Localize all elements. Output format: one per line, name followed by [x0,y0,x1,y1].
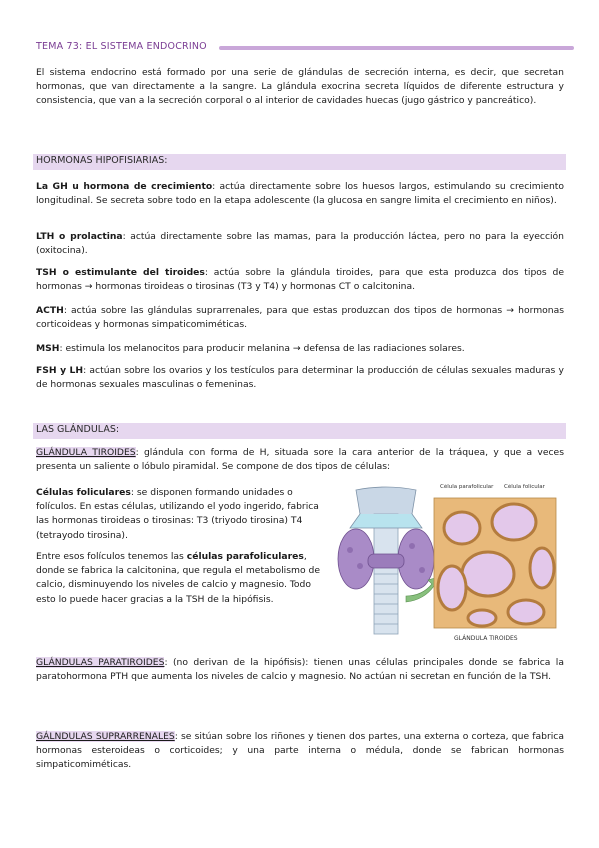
text-parafoliculares: , donde se fabrica la calcitonina, que regula el metabolismo de calcio, disminuyendo los niveles de calcio y magnesio. Todo esto lo puede hacer gracias a la TSH de la hipófisis. [36,551,320,605]
term-gh: La GH u hormona de crecimiento [36,181,213,192]
paragraph-acth [36,304,564,332]
text-fsh: : actúan sobre los ovarios y los testículos para determinar la producción de células sexuales maduras y de hormonas sexuales masculinas o femeninas. [36,365,564,391]
figure-caption: GLÁNDULA TIROIDES [454,635,518,642]
paragraph-foliculares [36,486,326,543]
paragraph-tiroides [36,446,564,474]
term-msh: MSH [36,343,60,354]
term-tsh: TSH o estimulante del tiroides [36,267,205,278]
text-paratiroides: : (no derivan de la hipófisis): tienen unas células principales donde se fabrica la paratohormona PTH que aumenta los niveles de calcio y magnesio. No actúan ni secretan en función de la TSH. [36,657,564,683]
section-title-hormonas: HORMONAS HIPOFISIARIAS: [36,155,168,166]
intro-paragraph [36,66,564,109]
text-parafol-pre: Entre esos folículos tenemos las [36,551,187,562]
follicle-tissue-drawing [434,498,556,628]
text-lth: : actúa directamente sobre las mamas, para la producción láctea, pero no para la eyección (oxitocina). [36,231,564,257]
label-parafolicular: Célula parafolicular [440,484,494,490]
section-header-glandulas [33,423,566,439]
term-fsh: FSH y LH [36,365,84,376]
term-tiroides: GLÁNDULA TIROIDES [36,447,136,458]
text-acth: : actúa sobre las glándulas suprarrenales, para que estas produzcan dos tipos de hormonas → hormonas corticoideas y hormonas simpaticomiméticas. [36,305,564,331]
intro-text: El sistema endocrino está formado por una serie de glándulas de secreción interna, es decir, que secretan hormonas, que van directamente a la sangre. La glándula exocrina secreta líquidos de diferente estructura y consistencia, que van a la secreción corporal o al interior de cavidades huecas (jugo gástrico y pancreático). [36,67,564,107]
page-title: TEMA 73: EL SISTEMA ENDOCRINO [36,41,207,52]
label-folicular: Célula folicular [504,484,545,490]
term-paratiroides: GLÁNDULAS PARATIROIDES [36,657,165,668]
text-msh: : estimula los melanocitos para producir melanina → defensa de las radiaciones solares. [59,343,465,354]
term-acth: ACTH [36,305,64,316]
paragraph-gh [36,180,564,208]
paragraph-parafoliculares [36,550,326,607]
text-tsh: : actúa sobre la glándula tiroides, para que esta produzca dos tipos de hormonas → hormonas tiroideas o tirosinas (T3 y T4) y hormonas CT o calcitonina. [36,267,564,293]
title-divider [219,46,574,50]
paragraph-lth [36,230,564,258]
section-title-glandulas: LAS GLÁNDULAS: [36,424,120,435]
thyroid-illustration [336,484,558,644]
section-header-hormonas [33,154,566,170]
paragraph-paratiroides [36,656,564,684]
paragraph-fsh [36,364,564,392]
term-suprarrenales: GÁLNDULAS SUPRARRENALES [36,731,175,742]
term-parafoliculares: células parafoliculares [186,551,304,562]
text-tiroides: : glándula con forma de H, situada sore la cara anterior de la tráquea, y que a veces presenta un saliente o lóbulo piramidal. Se compone de dos tipos de células: [36,447,564,473]
term-foliculares: Células foliculares [36,487,131,498]
text-gh: : actúa directamente sobre los huesos largos, estimulando su crecimiento longitudinal. Se secreta sobre todo en la etapa adolescente (la glucosa en sangre limita el crecimiento en niños). [36,181,565,207]
term-lth: LTH o prolactina [36,231,123,242]
paragraph-suprarrenales [36,730,564,773]
paragraph-msh [36,342,564,356]
title-row [36,41,574,55]
text-foliculares: : se disponen formando unidades o folículos. En estas células, utilizando el yodo ingerido, fabrica las hormonas tiroideas o tirosinas: T3 (triyodo tirosina) T4 (tetrayodo tirosina). [36,487,319,541]
paragraph-tsh [36,266,564,294]
text-suprarrenales: : se sitúan sobre los riñones y tienen dos partes, una externa o corteza, que fabrica hormonas esteroideas o corticoides; y una parte interna o médula, donde se fabrican hormonas simpaticomiméticas. [36,731,564,771]
